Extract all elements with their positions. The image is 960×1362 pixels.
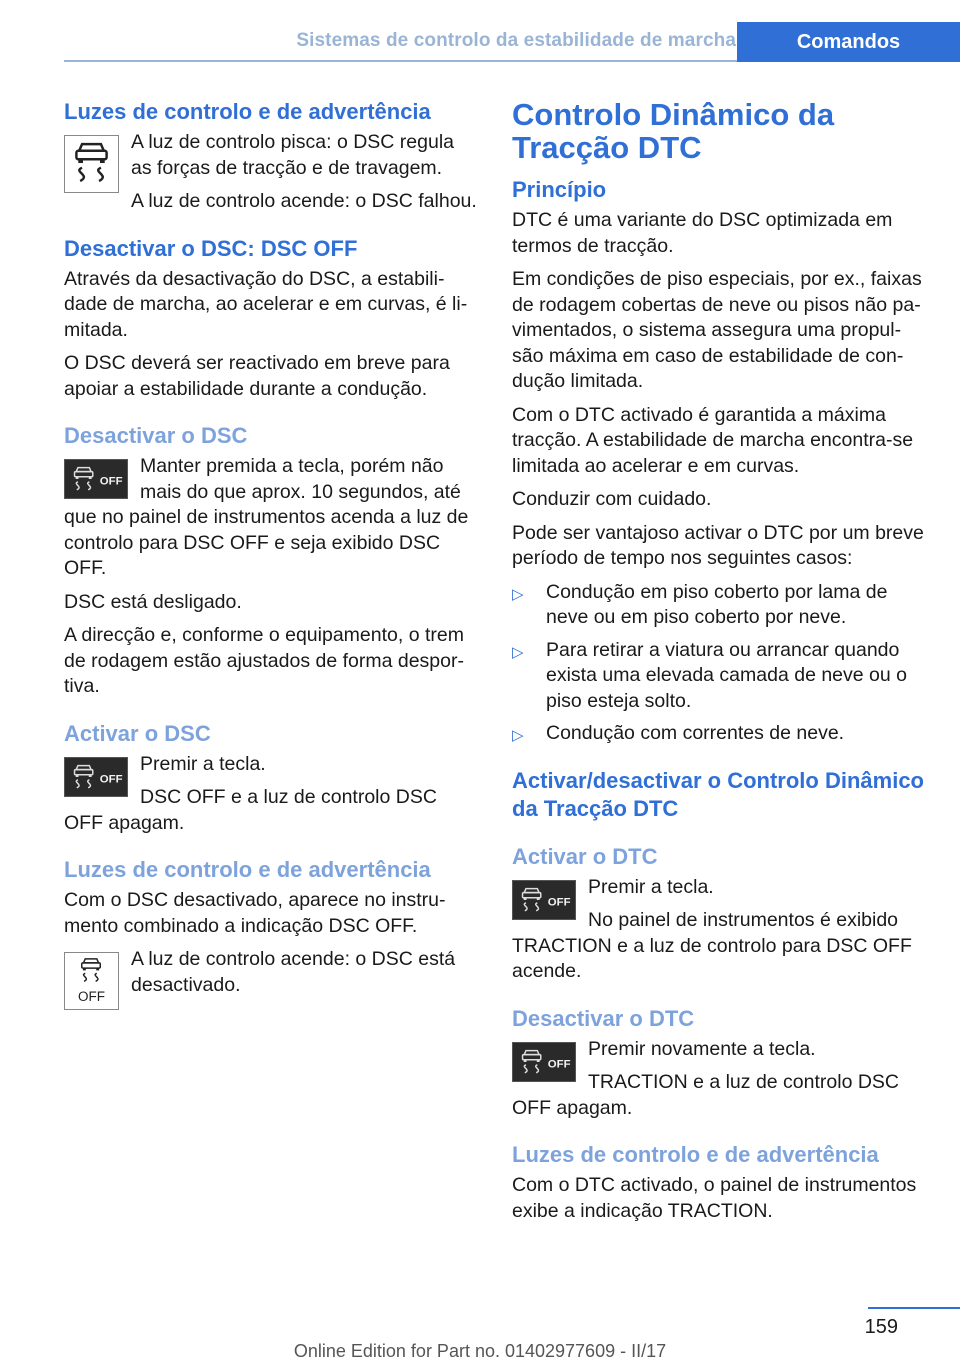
text-paragraph: Com o DTC activado é garantida a máxima tracção. A estabilidade de marcha encontra-se limitada ao acelerar e em curvas. bbox=[512, 403, 914, 477]
text-paragraph: Em condições de piso especiais, por ex., faixas de rodagem cobertas de neve ou pisos não pavimentados, o sistema assegura uma propulsão máxima em caso de estabilidade de condução limitada. bbox=[512, 268, 922, 392]
text-paragraph: Com o DTC activado, o painel de instrumentos exibe a indicação TRACTION. bbox=[512, 1174, 917, 1222]
dsc-lamp-block bbox=[64, 130, 477, 215]
text-paragraph: A luz de controlo acende: o DSC falhou. bbox=[131, 190, 477, 212]
text-paragraph: DTC é uma variante do DSC optimizada em termos de tracção. bbox=[512, 209, 893, 257]
section-title: Sistemas de controlo da estabilidade de marcha bbox=[296, 30, 736, 51]
heading-indicator-lights: Luzes de controlo e de advertência bbox=[512, 1142, 879, 1167]
dsc-off-lamp-icon bbox=[64, 952, 119, 1010]
footer-divider bbox=[868, 1307, 960, 1309]
page-number: 159 bbox=[864, 1316, 898, 1338]
svg-text:OFF: OFF bbox=[547, 896, 571, 909]
text-paragraph: DSC está desligado. bbox=[64, 590, 242, 613]
activate-dsc-block bbox=[64, 752, 477, 837]
text-paragraph: Premir a tecla. bbox=[140, 752, 266, 775]
right-column bbox=[512, 98, 925, 1232]
svg-text:OFF: OFF bbox=[547, 1058, 571, 1071]
deactivate-dtc-block bbox=[512, 1037, 925, 1122]
svg-text:OFF: OFF bbox=[78, 989, 105, 1005]
text-paragraph: A direcção e, conforme o equipamento, o trem de rodagem estão ajustados de forma desportiva. bbox=[64, 624, 464, 697]
dsc-off-button-icon bbox=[64, 459, 128, 499]
dsc-off-button-icon bbox=[512, 880, 576, 920]
heading-activate-dsc: Activar o DSC bbox=[64, 720, 211, 746]
text-paragraph: Premir novamente a tecla. bbox=[588, 1037, 816, 1060]
heading-dsc-off: Desactivar o DSC: DSC OFF bbox=[64, 235, 358, 261]
list-item: ▷ Para retirar a viatura ou arrancar quando exista uma elevada camada de neve ou o piso esteja solto. bbox=[512, 638, 907, 712]
dsc-warning-lamp-icon bbox=[64, 135, 119, 193]
text-paragraph: O DSC deverá ser reactivado em breve para apoiar a estabilidade durante a condução. bbox=[64, 352, 450, 400]
text-paragraph: A luz de controlo acende: o DSC está desactivado. bbox=[131, 948, 456, 996]
text-paragraph: Através da desactivação do DSC, a estabilidade de marcha, ao acelerar e em curvas, é limitada. bbox=[64, 267, 468, 341]
heading-deactivate-dtc: Desactivar o DTC bbox=[512, 1005, 695, 1031]
dsc-off-button-icon bbox=[512, 1042, 576, 1082]
dsc-off-lamp-block bbox=[64, 947, 477, 1005]
text-paragraph: No painel de instrumentos é exibido TRACTION e a luz de controlo para DSC OFF acende. bbox=[512, 909, 912, 982]
dsc-off-button-icon bbox=[64, 757, 128, 797]
list-item: ▷ Condução com correntes de neve. bbox=[512, 721, 925, 747]
text-paragraph: A luz de controlo pisca: o DSC regula as forças de tracção e de travagem. bbox=[131, 131, 455, 179]
heading-deactivate-dsc: Desactivar o DSC bbox=[64, 423, 248, 448]
heading-toggle-dtc: Activar/desactivar o Controlo Dinâmico da Tracção DTC bbox=[512, 767, 924, 821]
heading-indicator-lights: Luzes de controlo e de advertência bbox=[64, 857, 431, 882]
deactivate-dsc-block bbox=[64, 454, 477, 582]
triangle-bullet-icon: ▷ bbox=[512, 585, 524, 603]
page-header bbox=[0, 0, 960, 62]
edition-note: Online Edition for Part no. 01402977609 - II/17 bbox=[293, 1341, 667, 1361]
text-paragraph: Premir a tecla. bbox=[588, 875, 714, 898]
header-divider bbox=[64, 60, 737, 62]
text-paragraph: DSC OFF e a luz de controlo DSC OFF apagam. bbox=[64, 786, 437, 834]
text-paragraph: Com o DSC desactivado, aparece no instrumento combinado a indicação DSC OFF. bbox=[64, 889, 446, 937]
heading-indicator-lights: Luzes de controlo e de advertência bbox=[64, 99, 431, 124]
dtc-cases-list bbox=[512, 580, 925, 747]
triangle-bullet-icon: ▷ bbox=[512, 727, 524, 744]
text-paragraph: Pode ser vantajoso activar o DTC por um breve período de tempo nos seguintes casos: bbox=[512, 521, 924, 569]
text-paragraph: TRACTION e a luz de controlo DSC OFF apagam. bbox=[512, 1071, 900, 1119]
left-column bbox=[64, 98, 477, 1014]
heading-principle: Princípio bbox=[512, 177, 607, 202]
chapter-tab[interactable]: Comandos bbox=[737, 22, 960, 62]
heading-activate-dtc: Activar o DTC bbox=[512, 843, 658, 869]
svg-text:OFF: OFF bbox=[99, 475, 123, 488]
triangle-bullet-icon: ▷ bbox=[512, 643, 524, 661]
text-paragraph: Conduzir com cuidado. bbox=[512, 488, 712, 510]
heading-dtc: Controlo Dinâmico da Tracção DTC bbox=[512, 97, 835, 165]
text-paragraph: Manter premida a tecla, porém não mais do que aprox. 10 segundos, até que no painel de instrumentos acenda a luz de controlo para DSC OFF e seja exibido DSC OFF. bbox=[64, 455, 469, 579]
activate-dtc-block bbox=[512, 875, 925, 985]
svg-text:OFF: OFF bbox=[99, 773, 123, 786]
list-item: ▷ Condução em piso coberto por lama de neve ou em piso coberto por neve. bbox=[512, 580, 888, 628]
